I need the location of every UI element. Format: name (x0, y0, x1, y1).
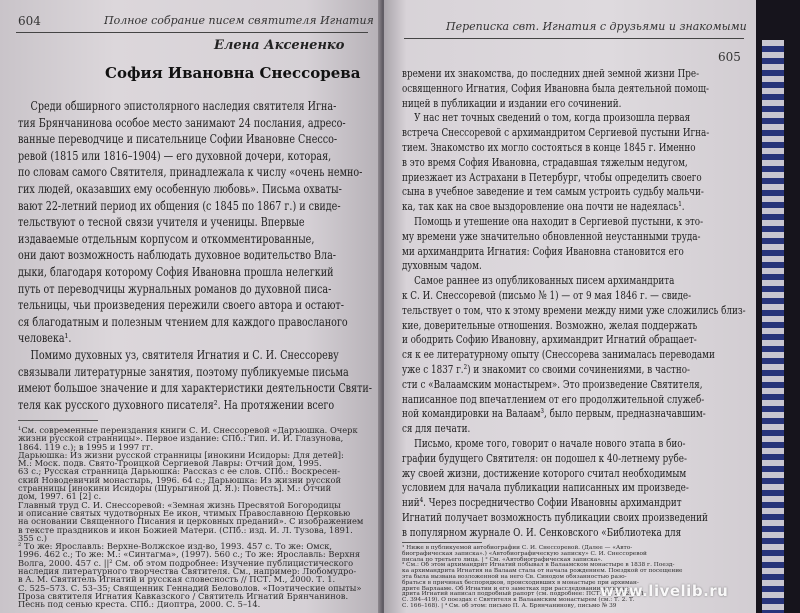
text-line: они дают возможность наблюдать духовное водительство Вла- (18, 248, 337, 263)
right-body (402, 66, 756, 540)
footnote-line: ¹См. современные переиздания книги С. И. Снессоревой «Даръюшка. Очерк (18, 425, 358, 435)
text-line: путь от переводчицы журнальных романов до духовной писа- (18, 281, 332, 296)
header-rule-left (16, 32, 368, 33)
footnote-line: С. 394–419). О поездах с Святителя к Валаамским монастырем (см.: Т. 2. Т. (402, 597, 635, 604)
text-line: духовным чадом. (402, 258, 482, 273)
text-line: графии будущего Святителя: он подошел к 40-летнему рубе- (402, 450, 687, 465)
text-line: Игнатий получает возможность публикации своих произведений (402, 509, 708, 524)
article-author: Елена Аксененко (214, 38, 345, 53)
text-line: ницей в публикации и издании его сочинений. (402, 95, 622, 110)
text-line: сына в учебное заведение и тем самым устроить судьбу мальчи- (402, 184, 704, 199)
text-line: теля как русского духовного писателя². На протяжении всего (18, 397, 335, 412)
text-line: написанное под впечатлением от его продолжительной служеб- (402, 391, 705, 406)
text-line: по словам самого Святителя, принадлежала к числу «очень немно- (18, 165, 363, 180)
text-line: тельствует о том, что к этому времени между ними уже сложились близ- (402, 302, 746, 317)
footnote-line: на основании Священного Писания и церковных преданий». С изображением (18, 516, 364, 527)
footnote-line: Волга, 2000. 457 с. ||² См. об этом подробнее: Изучение публицистического (18, 557, 354, 568)
text-line: Письмо, кроме того, говорит о начале нового этапа в био- (414, 435, 686, 450)
left-page (0, 0, 382, 613)
footnote-line: ³ См.: Об этом архимандрит Игнатий побывал в Валаамском монастыре в 1838 г. Поезд- (402, 562, 675, 569)
page-number-left: 604 (18, 14, 41, 28)
text-line: му времени уже значительно обновленной неустанными труда- (402, 228, 701, 243)
text-line: тельствуют о тесной связи учителя и ученицы. Впервые (18, 215, 305, 230)
text-line: ся благодатным и полезным чтением для каждого правосланого (18, 314, 348, 329)
footnote-line: наследия литературного творчества Святителя. См., например: Любомудро- (18, 566, 357, 577)
footnote-line: Главный труд С. И. Снессоревой: «Земная жизнь Пресвятой Богородицы (18, 499, 341, 510)
footnote-line: дом, 1997. 61 [2] с. (18, 491, 102, 502)
footnote-line: жизни русской странницы». Первое издание: СПб.: Тип. И. И. Глазунова, (18, 433, 344, 444)
footnote-line: Дарьюшка: Из жизни русской странницы [инокини Исидоры: Для детей]: (18, 449, 344, 460)
left-footnotes (18, 426, 363, 609)
left-body (18, 98, 382, 413)
text-line: к С. И. Снессоревой (письмо № 1) — от 9 мая 1846 г. — свиде- (402, 287, 692, 302)
text-line: условием для начала публикации написанных им произведе- (402, 480, 689, 495)
right-footnotes (402, 546, 683, 610)
text-line: ся к ее литературному опыту (Снессорева занималась переводами (402, 347, 715, 362)
text-line: в это время София Ивановна, страдавшая тяжелым недугом, (402, 154, 688, 169)
footnote-rule-left (18, 420, 98, 421)
text-line: ной командировки на Валаам³, было первым, предназначавшим- (402, 406, 706, 421)
header-rule-right (404, 38, 744, 39)
text-line: и ободрить Софию Ивановну, архимандрит Игнатий обращает- (402, 332, 697, 347)
footnote-line: Проза святителя Игнатия Кавказского / Святитель Игнатий Брянчанинов. (18, 590, 349, 601)
footnote-line: ский Новодевичий монастырь, 1996. 64 с.; Дарьюшка: Из жизни русской (18, 474, 341, 485)
footnote-line: писала по третьего лица. | ² См. «Автобиографическая записка». (402, 556, 603, 563)
watermark: www.livelib.ru (600, 582, 729, 600)
footnote-line: биографическая записка».) «Автобиографическую записку» С. И. Снессоревой (402, 550, 647, 557)
text-line: уже с 1837 г.²) и знакомит со своими сочинениями, в частно- (402, 361, 691, 376)
footnote-line: браться в причинах беспорядков, происходивших в монастыре при архиман- (402, 579, 639, 586)
footnote-line: в тексте праздников и икон Божией Матери. (СПб.: изд. И. Л. Тузова, 1891. (18, 524, 353, 535)
right-page (384, 0, 756, 613)
footnote-line: дрита Игнатий написал подробный рапорт (см. подробнее: ПСТ. М., 2002. Т. 1. (402, 591, 647, 598)
text-line: Среди обширного эпистолярного наследия святителя Игна- (30, 99, 337, 113)
text-line: приезжает из Астрахани в Петербург, чтобы определить своего (402, 169, 702, 184)
text-line: гих людей, оказавших ему особенную любовь». Письма охваты- (18, 181, 342, 196)
footnote-line: 63 с.; Русская странница Дарьюшка: Рассказ с ее слов. СПб.: Воскресен- (18, 466, 341, 477)
footnote-line: дрите Варлааме. Об Игнатии и его заметках при расследовании архиман- (402, 585, 631, 592)
text-line: вают 22-летний период их общения (с 1845 по 1867 г.) и свиде- (18, 198, 341, 213)
footnote-rule-right (402, 542, 482, 543)
text-line: встреча Снессоревой с архимандритом Сергиевой пустыни Игна- (402, 125, 710, 140)
text-line: времени их знакомства, до последних дней земной жизни Пре- (402, 66, 700, 80)
text-line: имеют большое значение и для характеристики деятельности Святи- (18, 381, 372, 396)
page-edge-pattern (762, 40, 784, 613)
text-line: Помощь и утешение она находит в Сергиевой пустыни, к это- (414, 213, 704, 228)
text-line: дыки, благодаря которому София Ивановна прошла нелегкий (18, 264, 334, 279)
text-line: Самое раннее из опубликованных писем архимандрита (414, 273, 675, 288)
text-line: связывали литературные занятия, поэтому публикуемые письма (18, 364, 349, 379)
text-line: жу своей жизни, достижение которого считал необходимым (402, 465, 687, 480)
text-line: сти с «Валаамским монастырем». Это произведение Святителя, (402, 376, 703, 391)
text-line: издаваемые отдельным корпусом и откомментированные, (18, 231, 315, 246)
footnote-line: ка архимандрита Игнатия на Валаам стала от начала рождением. Поездкой от посещение (402, 568, 683, 575)
text-line: У нас нет точных сведений о том, когда произошла первая (414, 110, 691, 125)
text-line: ванные переводчице и писательнице Софии Ивановне Снессо- (18, 132, 338, 147)
text-line: кие, доверительные отношения. Возможно, желая поддержать (402, 317, 698, 332)
text-line: тельницы, чьи произведения пережили своего автора и остают- (18, 298, 344, 313)
footnote-line: странницы [инокини Исидоры (Шурыгиной Д. Я.): Повесть]. М.: Отчий (18, 483, 332, 494)
text-line: ся для печати. (402, 421, 471, 436)
footnote-line: эта была вызвана возложенной на него Св. Синодом обязанностью разо- (402, 573, 627, 580)
text-line: Помимо духовных уз, святителя Игнатия и С. И. Снессореву (30, 347, 339, 362)
footnote-line: ² То же: Ярославль: Верхне-Волжское изд-во, 1993. 457 с. То же: Омск, (18, 541, 333, 552)
text-line: ми архимандрита Игнатия: София Ивановна становится его (402, 243, 684, 258)
footnote-line: Песнь под сенью креста. СПб.: Диоптра, 2000. С. 5–14. (18, 599, 261, 610)
footnote-line: М.: Моск. подв. Свято-Троицкой Сергиевой Лавры: Отчий дом, 1995. (18, 458, 322, 469)
text-line: человека¹. (18, 331, 72, 346)
text-line: в популярном журнале О. И. Сенковского «Библиотека для (402, 524, 682, 539)
article-title: София Ивановна Снессорева (105, 64, 361, 82)
footnote-line: С. 166–168). | ⁴ См. об этом: письмо П. А. Брянчанинову, письмо № 39 (402, 602, 617, 609)
text-line: тия Брянчанинова особое место занимают 24 послания, адресо- (18, 115, 346, 130)
running-head-right: Переписка свт. Игнатия с друзьями и знакомыми (446, 20, 747, 33)
footnote-line: 355 с.) (18, 532, 47, 543)
text-line: ний⁴. Через посредничество Софии Ивановны архимандрит (402, 495, 682, 510)
footnote-line: ¹ Ниже в публикуемой автобиографии С. И. Снессоревой. (Далее — «Авто- (402, 545, 633, 551)
text-line: ка, так как на свое выздоровление она почти не надеялась¹. (402, 199, 685, 214)
footnote-line: и описание святых чудотворных Ее икон, чтимых Православною Церковью (18, 507, 351, 518)
running-head-left: Полное собрание писем святителя Игнатия (104, 14, 374, 27)
footnote-line: С. 525–573. С. 53–35; Священник Геннадий Беловолов. «Поэтические опыты» (18, 582, 362, 593)
text-line: тием. Знакомство их могло состояться в конце 1845 г. Именно (402, 139, 696, 154)
text-line: ревой (1815 или 1816–1904) — его духовной дочери, которая, (18, 148, 332, 163)
text-line: освященного Игнатия, София Ивановна была деятельной помощ- (402, 80, 710, 95)
footnote-line: 1864. 119 с.); в 1995 и 1997 гг. (18, 441, 154, 452)
footnote-line: в А. М. Святитель Игнатий и русская словесность // ПСТ. М., 2000. Т. 1. (18, 574, 336, 585)
footnote-line: 1996. 462 с.; То же: М.: «Синтагма», (1997). 560 с.; То же: Ярославль: Верхня (18, 549, 361, 560)
page-number-right: 605 (718, 50, 741, 64)
